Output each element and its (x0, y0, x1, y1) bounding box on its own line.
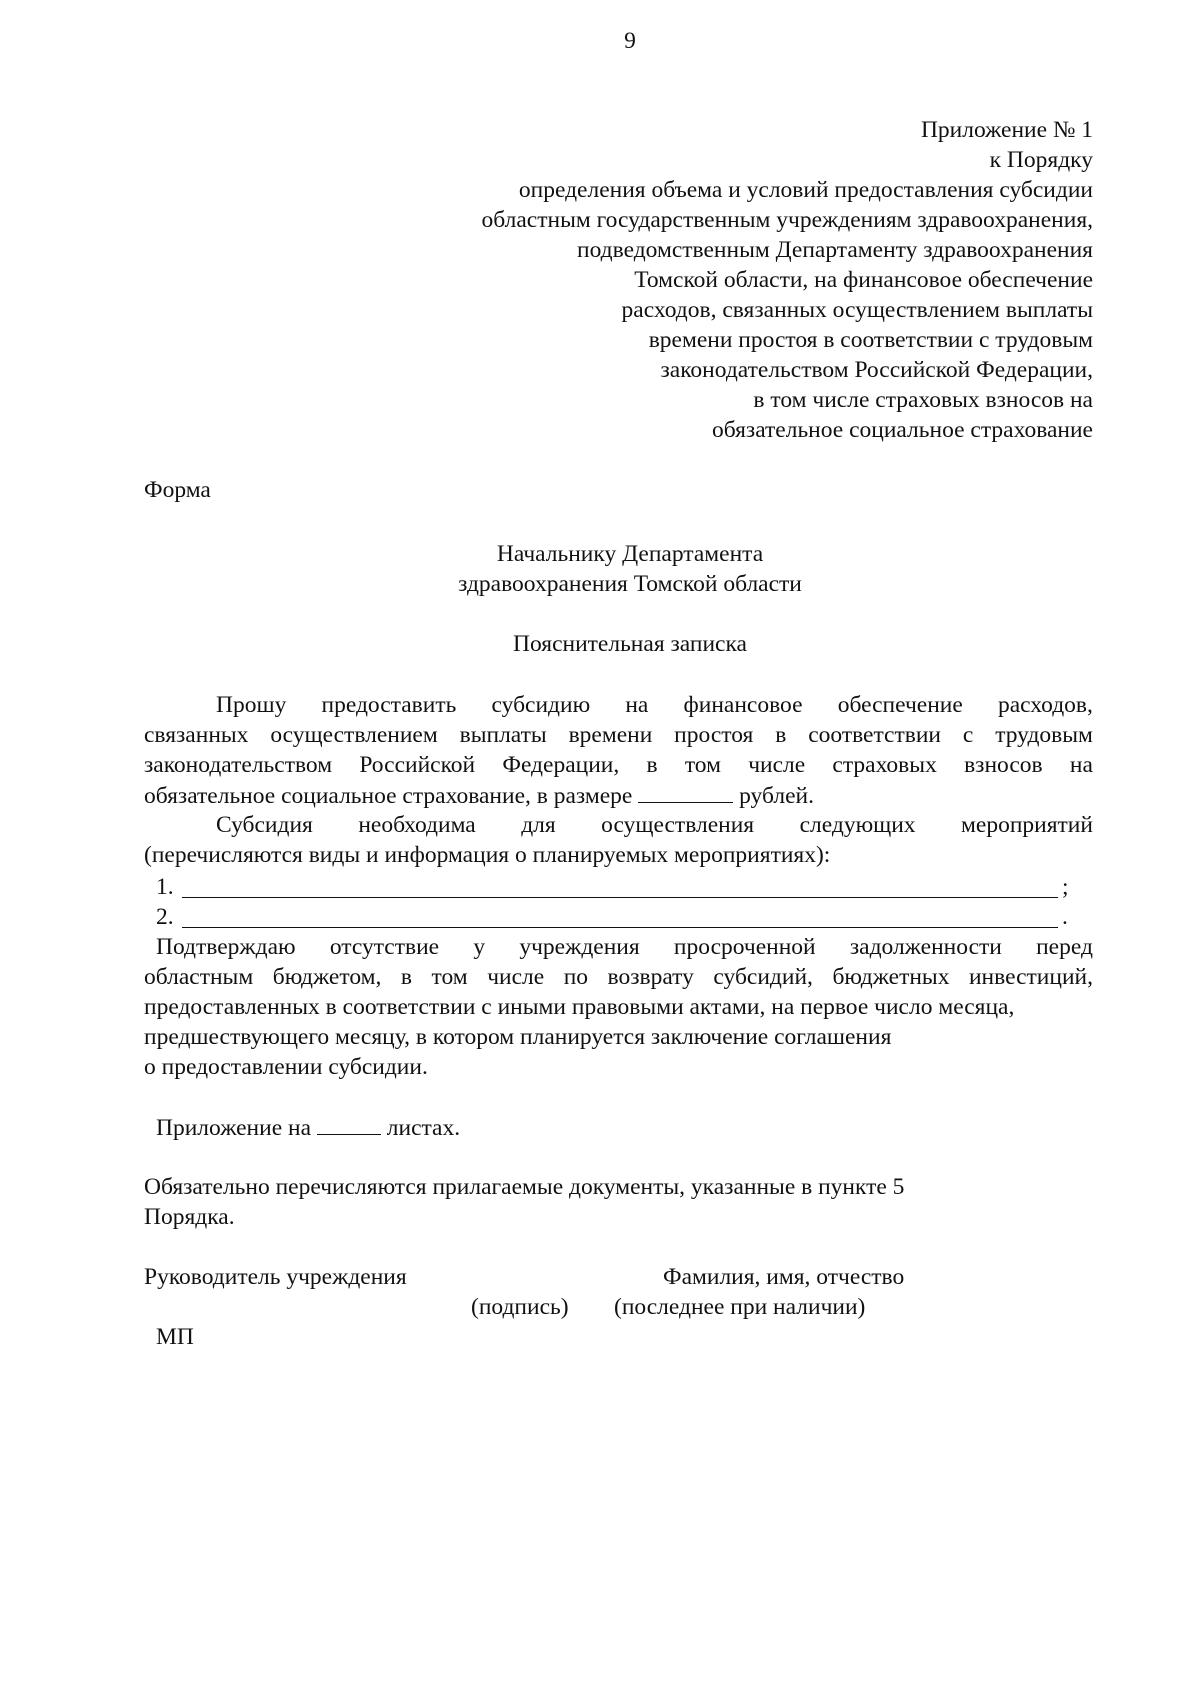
item-1-blank[interactable] (182, 897, 1058, 898)
word: мероприятий (961, 812, 1093, 838)
word: необходима (358, 812, 476, 838)
para2-line-1 (216, 810, 1093, 840)
head-of-institution-label: Руководитель учреждения (144, 1264, 407, 1290)
page-number: 9 (624, 28, 636, 54)
word: в (775, 722, 787, 748)
word: просроченной (673, 934, 816, 960)
word: соответствии (808, 722, 941, 748)
para1-text: обязательное социальное страхование, в размере (144, 783, 633, 809)
word: Подтверждаю (156, 934, 296, 960)
para3-line-2 (144, 962, 1093, 992)
stamp-label: МП (156, 1324, 194, 1350)
para1-line-3 (144, 750, 1093, 780)
word: взносов (964, 752, 1043, 778)
word: отсутствие (329, 934, 440, 960)
word: расходов, (998, 692, 1093, 718)
word: числе (487, 964, 545, 990)
word: законодательством (144, 752, 333, 778)
word: с (962, 722, 974, 748)
word: субсидий, (713, 964, 813, 990)
addressee-line-1: Начальнику Департамента (496, 541, 764, 567)
para1-text: рублей. (739, 783, 814, 809)
word: трудовым (995, 722, 1093, 748)
word: страховых (832, 752, 937, 778)
para2-line-2: (перечисляются виды и информация о планируемых мероприятиях): (144, 842, 831, 868)
word: выплаты (459, 722, 547, 748)
word: у (473, 934, 486, 960)
appendix-line: расходов, связанных осуществлением выплаты (621, 297, 1093, 323)
form-label: Форма (144, 477, 211, 503)
attachment-text: листах. (386, 1115, 461, 1141)
para3-line-5: о предоставлении субсидии. (144, 1054, 428, 1080)
item-1-number: 1. (156, 874, 174, 900)
attachment-line (156, 1112, 460, 1143)
appendix-line: подведомственным Департаменту здравоохранения (577, 237, 1093, 263)
item-2-blank[interactable] (182, 927, 1058, 928)
addressee-line-2: здравоохранения Томской области (458, 571, 802, 597)
word: бюджетных (832, 964, 950, 990)
appendix-line: Томской области, на финансовое обеспечение (634, 267, 1093, 293)
word: простоя (674, 722, 754, 748)
para3-line-3: предоставленных в соответствии с иными правовыми актами, на первое число месяца, (144, 994, 1015, 1020)
item-2-end: . (1062, 904, 1068, 930)
word: учреждения (519, 934, 640, 960)
word: инвестиций, (968, 964, 1093, 990)
word: связанных (144, 722, 249, 748)
appendix-line: времени простоя в соответствии с трудовым (648, 327, 1093, 353)
appendix-line: в том числе страховых взносов на (753, 387, 1093, 413)
word: том (684, 752, 721, 778)
word: обеспечение (837, 692, 963, 718)
word: в (400, 964, 413, 990)
note-line-1: Обязательно перечисляются прилагаемые документы, указанные в пункте 5 (144, 1174, 905, 1200)
word: осуществлением (270, 722, 438, 748)
word: субсидию (491, 692, 591, 718)
appendix-line: обязательное социальное страхование (711, 417, 1093, 443)
word: времени (568, 722, 653, 748)
note-line-2: Порядка. (144, 1204, 235, 1230)
word: перед (1036, 934, 1093, 960)
word: следующих (799, 812, 916, 838)
word: по (563, 964, 589, 990)
sheets-count-blank[interactable] (317, 1112, 381, 1135)
appendix-line: законодательством Российской Федерации, (660, 357, 1093, 383)
para1-line-4 (144, 780, 814, 811)
word: задолженности (849, 934, 1002, 960)
item-1-end: ; (1062, 874, 1069, 900)
document-title: Пояснительная записка (513, 631, 747, 657)
item-2-number: 2. (156, 904, 174, 930)
word: на (1069, 752, 1093, 778)
signature-hint: (подпись) (471, 1294, 569, 1320)
para3-line-4: предшествующего месяцу, в котором планируется заключение соглашения (144, 1024, 892, 1050)
word: областным (144, 964, 254, 990)
full-name-hint: (последнее при наличии) (614, 1294, 866, 1320)
word: финансовое (683, 692, 803, 718)
word: Федерации, (502, 752, 620, 778)
word: возврату (607, 964, 694, 990)
word: на (625, 692, 649, 718)
para1-line-1 (216, 690, 1093, 720)
word: бюджетом, (272, 964, 382, 990)
amount-blank[interactable] (638, 780, 733, 803)
word: числе (748, 752, 806, 778)
appendix-line: определения объема и условий предоставления субсидии (518, 177, 1093, 203)
para3-line-1 (156, 932, 1093, 962)
attachment-text: Приложение на (156, 1115, 312, 1141)
word: осуществления (601, 812, 755, 838)
word: Российской (359, 752, 476, 778)
appendix-line: Приложение № 1 (920, 117, 1093, 143)
word: в (646, 752, 658, 778)
full-name-label: Фамилия, имя, отчество (663, 1264, 905, 1290)
word: том (431, 964, 468, 990)
appendix-line: к Порядку (989, 147, 1093, 173)
word: Субсидия (216, 812, 313, 838)
word: для (521, 812, 556, 838)
word: предоставить (321, 692, 457, 718)
para1-line-2 (144, 720, 1093, 750)
word: Прошу (216, 692, 287, 718)
appendix-line: областным государственным учреждениям здравоохранения, (481, 207, 1093, 233)
